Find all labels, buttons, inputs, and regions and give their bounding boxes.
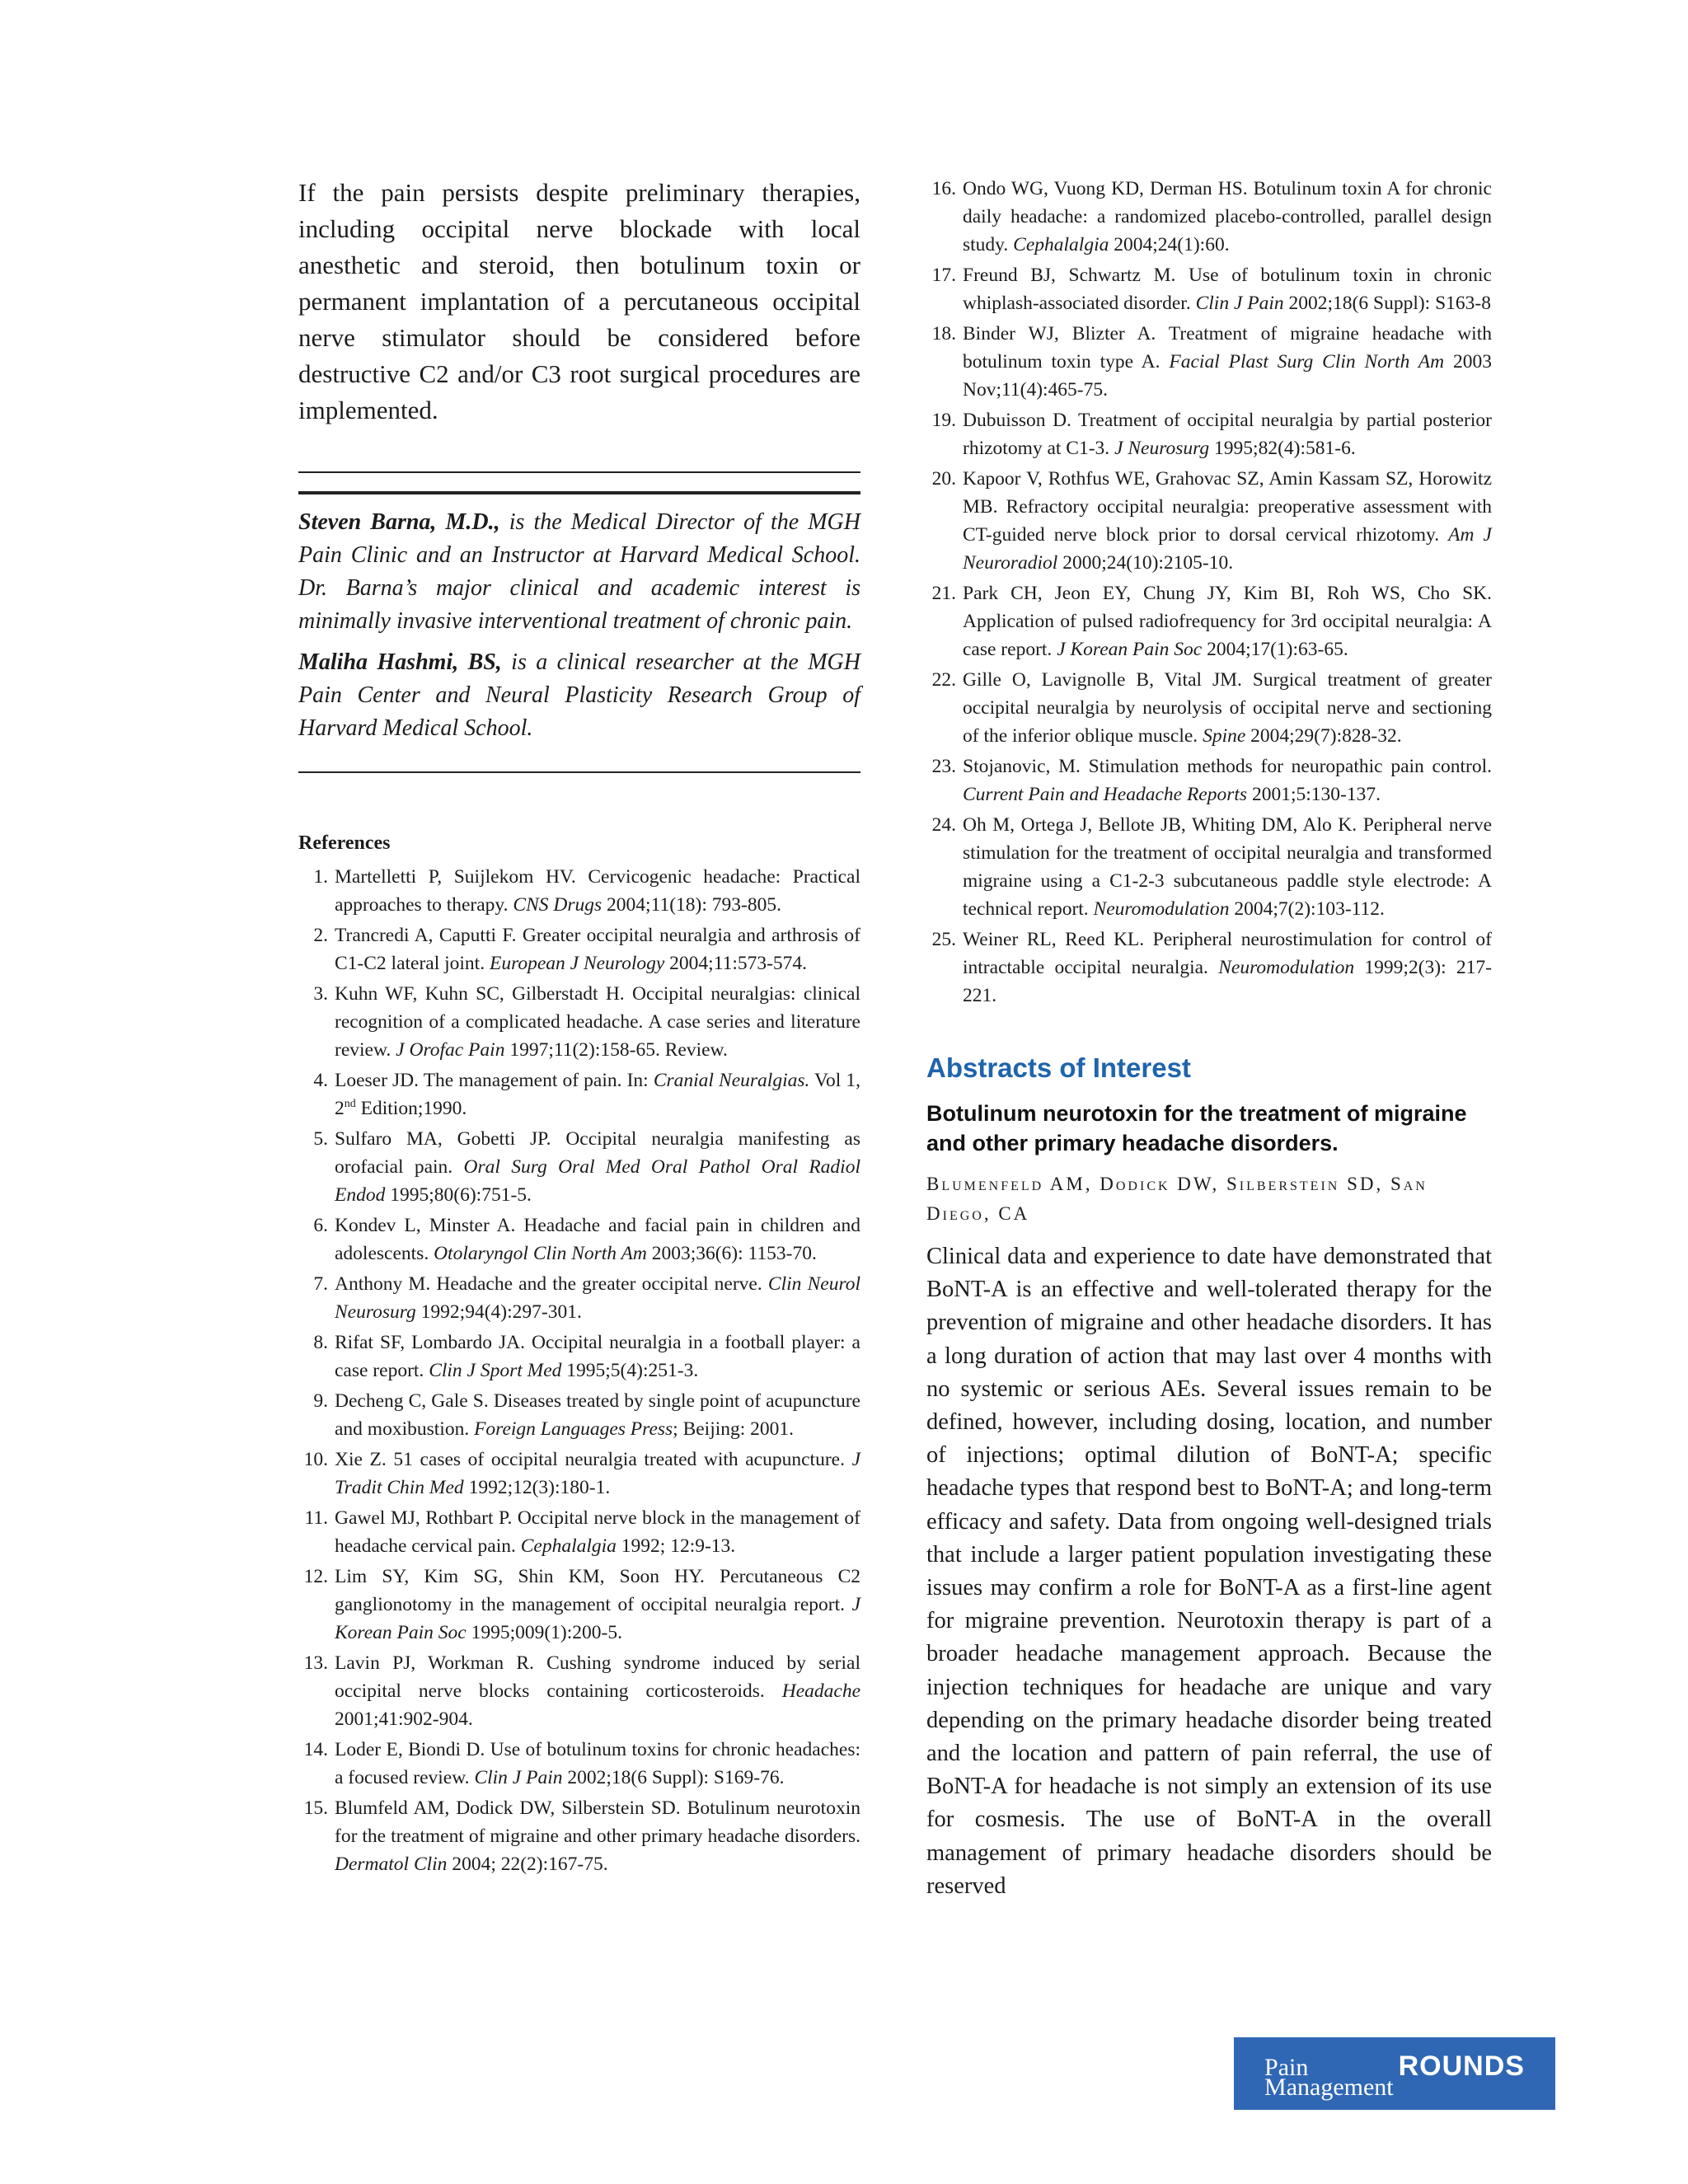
- logo-line2: Management: [1264, 2073, 1394, 2101]
- reference-superscript: nd: [344, 1098, 356, 1111]
- reference-item: [298, 1212, 860, 1268]
- reference-text: Freund BJ, Schwartz M. Use of botulinum toxin in chronic whiplash-associated disorder.: [963, 265, 1492, 314]
- reference-journal: Facial Plast Surg Clin North Am: [1169, 351, 1445, 373]
- reference-citation: 2002;18(6 Suppl): S169-76.: [562, 1767, 785, 1788]
- reference-text: Binder WJ, Blizter A. Treatment of migraine headache with botulinum toxin type A.: [963, 323, 1492, 373]
- reference-citation: 2004; 22(2):167-75.: [447, 1854, 608, 1875]
- reference-item: [298, 1446, 860, 1502]
- abstract-authors: Blumenfeld AM, Dodick DW, Silberstein SD, San Diego, CA: [926, 1174, 1428, 1224]
- reference-journal: Cephalalgia: [1013, 234, 1109, 255]
- bio-barna: [298, 506, 860, 638]
- reference-citation: 2004;11:573-574.: [664, 953, 808, 974]
- logo-line1: Pain: [1264, 2053, 1309, 2081]
- reference-item: [298, 863, 860, 919]
- reference-text: Blumfeld AM, Dodick DW, Silberstein SD. Botulinum neurotoxin for the treatment of migraine and other primary headache disorders.: [335, 1797, 860, 1847]
- reference-citation: 1995;82(4):581-6.: [1209, 438, 1356, 459]
- reference-text: Trancredi A, Caputti F. Greater occipital neuralgia and arthrosis of C1-C2 lateral joint.: [335, 925, 860, 974]
- reference-citation: 2004;24(1):60.: [1109, 234, 1230, 255]
- reference-citation: 1995;009(1):200-5.: [466, 1622, 622, 1643]
- reference-item: [926, 406, 1492, 462]
- reference-citation: 1999;2(3): 217-221.: [963, 957, 1492, 1006]
- reference-journal: Oral Surg Oral Med Oral Pathol Oral Radiol Endod: [335, 1156, 860, 1206]
- reference-journal: Clin J Pain: [1195, 293, 1284, 314]
- reference-citation: 2003 Nov;11(4):465-75.: [963, 351, 1492, 401]
- reference-item: [298, 921, 860, 977]
- bio-hashmi: [298, 646, 860, 745]
- reference-journal: J Orofac Pain: [396, 1039, 505, 1061]
- reference-journal: Clin J Pain: [474, 1767, 563, 1788]
- reference-citation: 2004;7(2):103-112.: [1229, 898, 1385, 920]
- reference-item: [298, 1563, 860, 1647]
- reference-citation: 1995;5(4):251-3.: [561, 1360, 699, 1381]
- reference-number: 14.: [303, 1739, 328, 1760]
- reference-journal: CNS Drugs: [513, 894, 603, 916]
- reference-citation: 2004;17(1):63-65.: [1202, 639, 1348, 660]
- reference-journal: Clin Neurol Neurosurg: [335, 1273, 860, 1323]
- reference-text: Sulfaro MA, Gobetti JP. Occipital neuralgia manifesting as orofacial pain.: [335, 1128, 860, 1178]
- reference-text: Lim SY, Kim SG, Shin KM, Soon HY. Percutaneous C2 ganglionotomy in the management of occipital neuralgia report.: [335, 1566, 860, 1615]
- reference-text: Dubuisson D. Treatment of occipital neuralgia by partial posterior rhizotomy at C1-3.: [963, 410, 1492, 459]
- reference-citation-end: Edition;1990.: [355, 1098, 467, 1119]
- reference-item: [298, 1066, 860, 1122]
- reference-journal: J Korean Pain Soc: [1057, 639, 1203, 660]
- reference-journal: European J Neurology: [489, 953, 665, 974]
- reference-text: Kapoor V, Rothfus WE, Grahovac SZ, Amin Kassam SZ, Horowitz MB. Refractory occipital neuralgia: preoperative assessment with CT-guided nerve block prior to dorsal cervical rhizotomy.: [963, 468, 1492, 546]
- intro-paragraph: If the pain persists despite preliminary therapies, including occipital nerve blockade with local anesthetic and steroid, then botulinum toxin or permanent implantation of a percutaneous occipital nerve stimulator should be considered before destructive C2 and/or C3 root surgical procedures are implemented.: [298, 178, 860, 424]
- reference-number: 13.: [303, 1652, 328, 1674]
- reference-citation: 2001;41:902-904.: [335, 1708, 473, 1730]
- author-bio-box: [298, 471, 860, 773]
- reference-journal: J Neurosurg: [1114, 438, 1210, 459]
- reference-text: Kondev L, Minster A. Headache and facial pain in children and adolescents.: [335, 1215, 860, 1264]
- reference-text: Ondo WG, Vuong KD, Derman HS. Botulinum toxin A for chronic daily headache: a randomized placebo-controlled, parallel design study.: [963, 178, 1492, 255]
- reference-journal: Clin J Sport Med: [429, 1360, 562, 1381]
- reference-journal: Spine: [1203, 725, 1246, 747]
- reference-text: Loeser JD. The management of pain. In:: [335, 1070, 654, 1091]
- reference-number: 3.: [313, 983, 328, 1005]
- reference-number: 18.: [931, 323, 956, 344]
- reference-journal: Dermatol Clin: [335, 1854, 448, 1875]
- reference-citation: 2003;36(6): 1153-70.: [646, 1243, 817, 1264]
- abstract-body: Clinical data and experience to date have demonstrated that BoNT-A is an effective and well-tolerated therapy for the prevention of migraine and other headache disorders. It has a long duration of action that may last over 4 months with no systemic or serious AEs. Several issues remain to be defined, however, including dosing, location, and number of injections; optimal dilution of BoNT-A; specific headache types that respond best to BoNT-A; and long-term efficacy and safety. Data from ongoing well-designed trials that include a larger patient population investigating these issues may confirm a role for BoNT-A as a first-line agent for migraine prevention. Neurotoxin therapy is part of a broader headache management approach. Because the injection techniques for headache are unique and vary depending on the primary headache disorder being treated and the location and pattern of pain referral, the use of BoNT-A for headache is not simply an extension of its use for cosmesis. The use of BoNT-A in the overall management of primary headache disorders should be reserved: [926, 1244, 1492, 1899]
- reference-citation: 1995;80(6):751-5.: [385, 1184, 532, 1206]
- reference-journal: Cranial Neuralgias.: [653, 1070, 810, 1091]
- reference-journal: Neuromodulation: [1218, 957, 1355, 978]
- reference-citation: 2004;11(18): 793-805.: [602, 894, 781, 916]
- reference-item: [926, 175, 1492, 259]
- reference-item: [926, 666, 1492, 750]
- reference-number: 6.: [313, 1215, 328, 1236]
- reference-journal: Am J Neuroradiol: [963, 524, 1492, 574]
- reference-text: Gille O, Lavignolle B, Vital JM. Surgical treatment of greater occipital neuralgia by neurolysis of occipital nerve and sectioning of the inferior oblique muscle.: [963, 669, 1492, 747]
- reference-journal: Headache: [781, 1680, 860, 1702]
- reference-number: 23.: [931, 756, 956, 777]
- reference-item: [298, 1270, 860, 1326]
- reference-number: 24.: [931, 814, 956, 836]
- reference-journal: J Korean Pain Soc: [335, 1594, 860, 1643]
- reference-citation: 2004;29(7):828-32.: [1245, 725, 1402, 747]
- reference-text: Weiner RL, Reed KL. Peripheral neurostimulation for control of intractable occipital neuralgia.: [963, 929, 1492, 978]
- reference-journal: Foreign Languages Press: [474, 1418, 673, 1440]
- reference-number: 17.: [931, 265, 956, 286]
- reference-citation: 1992;12(3):180-1.: [463, 1477, 611, 1498]
- reference-item: [298, 1329, 860, 1385]
- reference-number: 25.: [931, 929, 956, 950]
- reference-journal: J Tradit Chin Med: [335, 1449, 860, 1498]
- reference-number: 5.: [313, 1128, 328, 1150]
- reference-citation: 1997;11(2):158-65. Review.: [504, 1039, 728, 1061]
- reference-item: [926, 465, 1492, 577]
- reference-number: 8.: [313, 1332, 328, 1353]
- reference-text: Xie Z. 51 cases of occipital neuralgia treated with acupuncture.: [335, 1449, 852, 1470]
- reference-item: [298, 980, 860, 1064]
- reference-text: Gawel MJ, Rothbart P. Occipital nerve block in the management of headache cervical pain.: [335, 1507, 860, 1557]
- reference-journal: Neuromodulation: [1093, 898, 1230, 920]
- abstract-title: Botulinum neurotoxin for the treatment of migraine and other primary headache disorders.: [926, 1101, 1467, 1155]
- reference-item: [298, 1387, 860, 1443]
- bio-divider: [298, 491, 860, 494]
- reference-number: 15.: [303, 1797, 328, 1819]
- reference-item: [298, 1794, 860, 1878]
- reference-text: Decheng C, Gale S. Diseases treated by single point of acupuncture and moxibustion.: [335, 1390, 860, 1440]
- reference-text: Kuhn WF, Kuhn SC, Gilberstadt H. Occipital neuralgias: clinical recognition of a complicated headache. A case series and literature review.: [335, 983, 860, 1061]
- reference-item: [926, 320, 1492, 404]
- reference-number: 9.: [313, 1390, 328, 1412]
- bio-name: Steven Barna, M.D.,: [298, 509, 500, 535]
- reference-citation: 2001;5:130-137.: [1247, 784, 1381, 805]
- reference-item: [926, 926, 1492, 1010]
- reference-citation: Vol 1, 2: [335, 1070, 860, 1119]
- reference-number: 7.: [313, 1273, 328, 1295]
- reference-number: 10.: [303, 1449, 328, 1470]
- reference-journal: Otolaryngol Clin North Am: [434, 1243, 647, 1264]
- reference-number: 4.: [313, 1070, 328, 1091]
- reference-journal: Cephalalgia: [520, 1535, 617, 1557]
- reference-citation: 2000;24(10):2105-10.: [1057, 552, 1234, 574]
- pain-management-rounds-logo: [1234, 2037, 1555, 2110]
- reference-number: 20.: [931, 468, 956, 490]
- reference-text: Lavin PJ, Workman R. Cushing syndrome induced by serial occipital nerve blocks containing corticosteroids.: [335, 1652, 860, 1702]
- reference-text: Martelletti P, Suijlekom HV. Cervicogenic headache: Practical approaches to therapy.: [335, 866, 860, 916]
- bio-name: Maliha Hashmi, BS,: [298, 649, 502, 675]
- reference-text: Loder E, Biondi D. Use of botulinum toxins for chronic headaches: a focused review.: [335, 1739, 860, 1788]
- reference-journal: Current Pain and Headache Reports: [963, 784, 1248, 805]
- reference-item: [926, 579, 1492, 663]
- reference-number: 19.: [931, 410, 956, 431]
- reference-text: Rifat SF, Lombardo JA. Occipital neuralgia in a football player: a case report.: [335, 1332, 860, 1381]
- reference-list-left: [298, 863, 860, 1878]
- reference-item: [926, 811, 1492, 923]
- reference-text: Anthony M. Headache and the greater occipital nerve.: [335, 1273, 768, 1295]
- references-heading: References: [298, 832, 391, 854]
- right-column: [926, 175, 1492, 1903]
- reference-item: [298, 1736, 860, 1792]
- reference-citation: 1992; 12:9-13.: [616, 1535, 736, 1557]
- reference-number: 11.: [304, 1507, 328, 1529]
- bio-text: is a clinical researcher at the MGH Pain Center and Neural Plasticity Research Group of Harvard Medical School.: [298, 649, 860, 741]
- reference-list-right: [926, 175, 1492, 1010]
- reference-number: 1.: [313, 866, 328, 888]
- reference-number: 22.: [931, 669, 956, 691]
- reference-number: 2.: [313, 925, 328, 946]
- reference-item: [926, 261, 1492, 317]
- reference-item: [298, 1125, 860, 1209]
- reference-citation: 2002;18(6 Suppl): S163-8: [1283, 293, 1491, 314]
- reference-text: Park CH, Jeon EY, Chung JY, Kim BI, Roh WS, Cho SK. Application of pulsed radiofrequency for 3rd occipital neuralgia: A case report.: [963, 583, 1492, 660]
- section-title: Abstracts of Interest: [926, 1052, 1191, 1083]
- logo-line3: ROUNDS: [1398, 2050, 1525, 2082]
- reference-text: Stojanovic, M. Stimulation methods for neuropathic pain control.: [963, 756, 1492, 777]
- reference-item: [298, 1649, 860, 1733]
- reference-citation: 1992;94(4):297-301.: [415, 1301, 582, 1323]
- reference-number: 12.: [303, 1566, 328, 1587]
- reference-text: Oh M, Ortega J, Bellote JB, Whiting DM, Alo K. Peripheral nerve stimulation for the treatment of occipital neuralgia and transformed migraine using a C1-2-3 subcutaneous paddle style electrode: A technical report.: [963, 814, 1492, 920]
- reference-number: 21.: [931, 583, 956, 604]
- reference-item: [298, 1504, 860, 1560]
- reference-item: [926, 752, 1492, 808]
- bio-text: is the Medical Director of the MGH Pain Clinic and an Instructor at Harvard Medical School. Dr. Barna’s major clinical and academic interest is minimally invasive interventional treatment of chronic pain.: [298, 509, 860, 634]
- reference-number: 16.: [931, 178, 956, 199]
- left-column: [298, 175, 860, 1881]
- reference-citation: ; Beijing: 2001.: [673, 1418, 795, 1440]
